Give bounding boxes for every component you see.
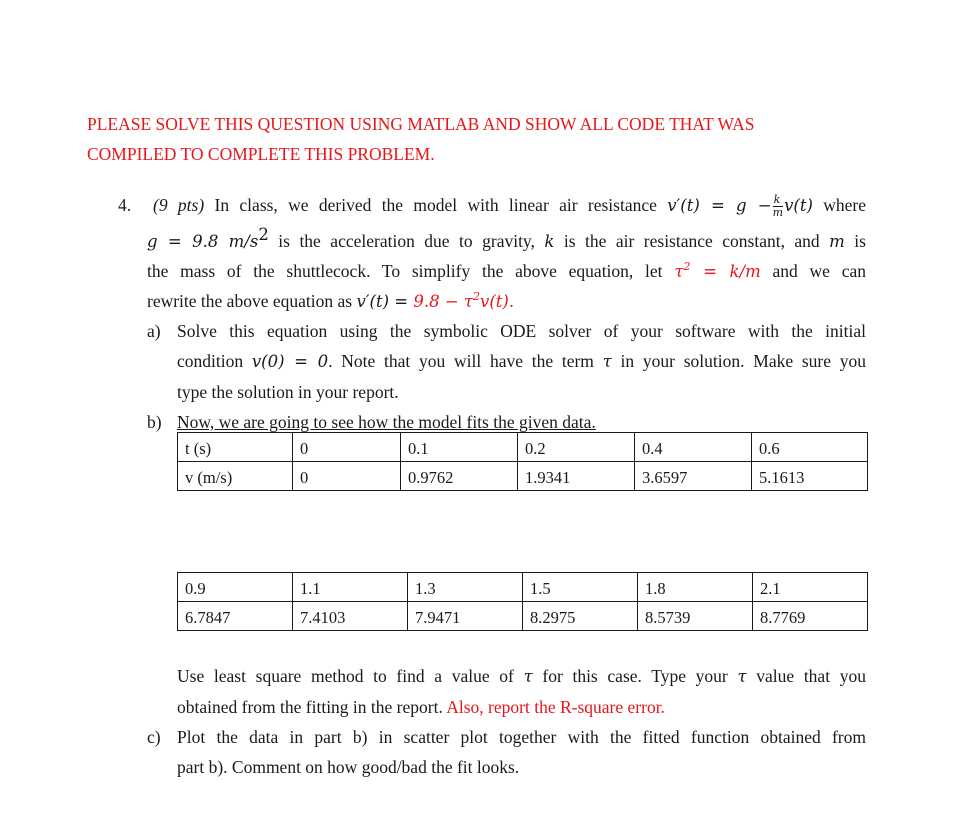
table-cell: 7.4103 — [293, 602, 408, 631]
table-cell: 5.1613 — [752, 462, 868, 491]
table-cell: 8.7769 — [753, 602, 868, 631]
table-cell: 1.8 — [638, 573, 753, 602]
table-cell: 1.9341 — [518, 462, 635, 491]
table-cell: 1.5 — [523, 573, 638, 602]
question-line-2: g = 9.8 $m/s^2$ is the acceleration due to gravity, k is the air resistance constant, and m is — [147, 225, 866, 251]
model-equation-rhs: v(t) — [784, 196, 813, 215]
part-a-line-3: type the solution in your report. — [177, 382, 399, 402]
question-number: 4. — [118, 195, 132, 215]
table-cell: 8.2975 — [523, 602, 638, 631]
model-equation-lhs: v′(t) = g − — [667, 196, 772, 215]
table-cell: 1.3 — [408, 573, 523, 602]
table-cell: v (m/s) — [178, 462, 293, 491]
simplified-equation: $9.8 - \tau^2v(t)$. — [413, 290, 515, 311]
table-row — [178, 433, 868, 462]
part-a-label: a) — [147, 321, 161, 341]
part-c-line-1: Plot the data in part b) in scatter plot together with the fitted function obtained from — [177, 727, 866, 747]
tau-definition: $\tau^2 = k/m$ — [674, 260, 761, 281]
table-cell: 0.4 — [635, 433, 752, 462]
k-over-m-fraction: $\frac{k}{m}$ — [772, 193, 784, 220]
part-b-line-3: obtained from the fitting in the report. Also, report the R-square error. — [177, 697, 665, 717]
table-cell: 0 — [293, 462, 401, 491]
data-table-1 — [177, 432, 868, 491]
table-cell: 8.5739 — [638, 602, 753, 631]
table-cell: 0.6 — [752, 433, 868, 462]
part-c-label: c) — [147, 727, 161, 747]
instruction-line-1: PLEASE SOLVE THIS QUESTION USING MATLAB AND SHOW ALL CODE THAT WAS — [87, 114, 755, 134]
question-line-1: (9 pts) In class, we derived the model with linear air resistance v′(t) = g − $\frac{k}{m}$ v(t) where — [153, 193, 866, 220]
table-cell: 3.6597 — [635, 462, 752, 491]
part-b-line-1: Now, we are going to see how the model fits the given data. — [177, 412, 596, 432]
table-row — [178, 602, 868, 631]
table-cell: 0.2 — [518, 433, 635, 462]
question-line-3: the mass of the shuttlecock. To simplify the above equation, let $\tau^2 = k/m$ and we can — [147, 260, 866, 281]
table-cell: 0 — [293, 433, 401, 462]
table-cell: t (s) — [178, 433, 293, 462]
part-c-line-2: part b). Comment on how good/bad the fit looks. — [177, 757, 520, 777]
part-a-line-2: condition v(0) = 0. Note that you will have the term τ in your solution. Make sure you — [177, 351, 866, 371]
table-row — [178, 573, 868, 602]
data-table-2 — [177, 572, 868, 631]
table-cell: 0.1 — [401, 433, 518, 462]
gravity-equation: g = 9.8 m/s — [147, 232, 259, 251]
table-cell: 1.1 — [293, 573, 408, 602]
part-b-label: b) — [147, 412, 162, 432]
table-cell: 7.9471 — [408, 602, 523, 631]
table-cell: 0.9762 — [401, 462, 518, 491]
question-points: (9 pts) — [153, 195, 205, 215]
table-cell: 2.1 — [753, 573, 868, 602]
table-cell: 6.7847 — [178, 602, 293, 631]
table-cell: 0.9 — [178, 573, 293, 602]
part-a-line-1: Solve this equation using the symbolic ODE solver of your software with the initial — [177, 321, 866, 341]
question-line-4: rewrite the above equation as $v'(t) = 9.8 - \tau^2v(t)$. — [147, 290, 515, 311]
r-square-request: Also, report the R-square error. — [446, 697, 665, 717]
instruction-line-2: COMPILED TO COMPLETE THIS PROBLEM. — [87, 144, 435, 164]
part-b-line-2: Use least square method to find a value of τ for this case. Type your τ value that you — [177, 666, 866, 686]
table-row — [178, 462, 868, 491]
